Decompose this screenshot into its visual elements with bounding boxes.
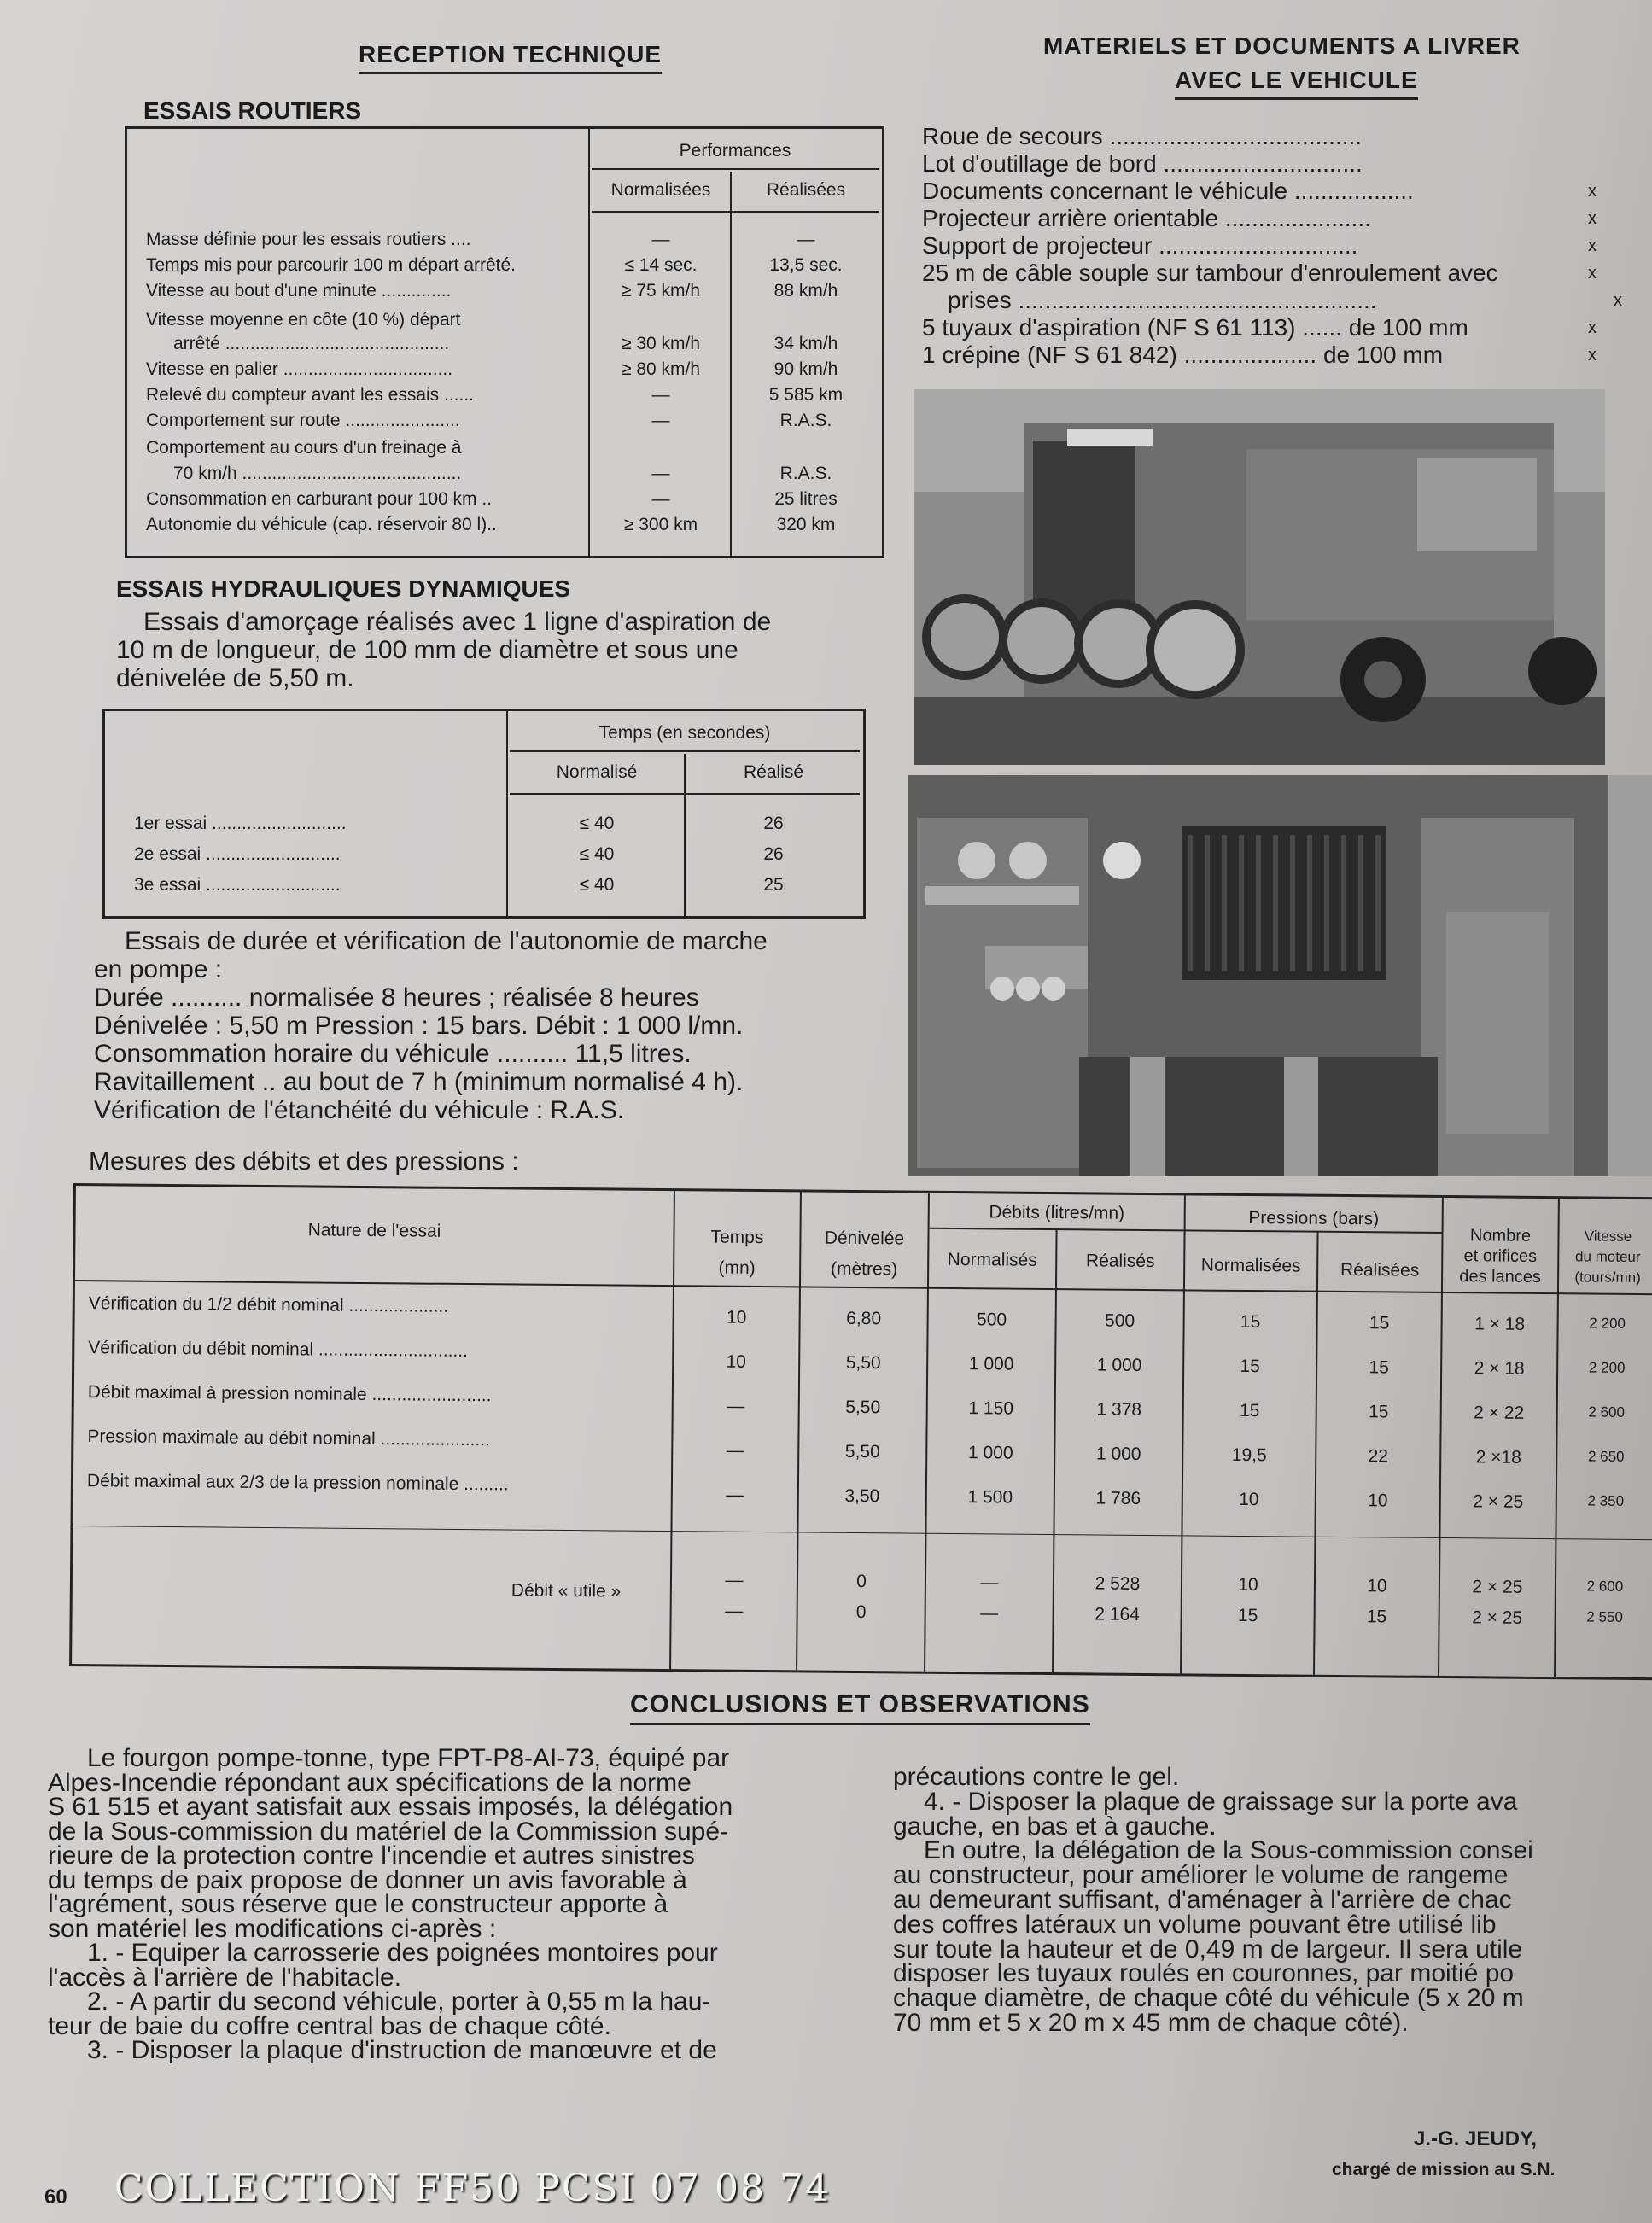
materiels-item-text: Support de projecteur .............................. <box>922 232 1358 259</box>
hydro-line: dénivelée de 5,50 m. <box>116 664 354 692</box>
utile-row-pr: 10 <box>1367 1576 1387 1596</box>
materiels-item-text: 1 crépine (NF S 61 842) .................... de 100 mm <box>922 341 1444 368</box>
utile-row-vit: 2 600 <box>1586 1578 1624 1595</box>
priming-row-real: 26 <box>763 844 784 864</box>
col-nature-header: Nature de l'essai <box>307 1220 441 1241</box>
materiels-item-text: prises ...................................................... <box>948 287 1377 313</box>
flow-row-nb: 2 × 18 <box>1474 1358 1525 1379</box>
duree-line: en pompe : <box>94 955 223 983</box>
conclusion-left-line: rieure de la protection contre l'incendie et autres sinistres <box>48 1841 695 1870</box>
road-row-real: 320 km <box>776 515 836 534</box>
materiels-title-2: AVEC LE VEHICULE <box>1175 67 1418 100</box>
road-table-col-real: Réalisées <box>766 180 846 200</box>
flow-row-dr: 1 000 <box>1095 1444 1141 1464</box>
flow-row-deniv: 6,80 <box>846 1308 882 1329</box>
utile-row-nb: 2 × 25 <box>1472 1577 1523 1597</box>
conclusion-left-line: l'accès à l'arrière de l'habitacle. <box>48 1963 402 1992</box>
conclusion-left-line: son matériel les modifications ci-après : <box>48 1914 497 1943</box>
signature-name: J.-G. JEUDY, <box>1414 2127 1538 2150</box>
flow-row-pn: 19,5 <box>1231 1444 1267 1466</box>
conclusions-right-column <box>893 1765 1652 2036</box>
duree-paragraph <box>94 927 879 1124</box>
priming-row-real: 25 <box>763 875 784 895</box>
flow-row-nb: 2 ×18 <box>1475 1447 1521 1467</box>
materiels-item-text: Lot d'outillage de bord .............................. <box>922 150 1363 177</box>
utile-row-deniv: 0 <box>856 1572 867 1592</box>
flow-row-pr: 15 <box>1368 1402 1389 1422</box>
essais-routiers-title: ESSAIS ROUTIERS <box>143 97 362 124</box>
conclusion-left-line: 3. - Disposer la plaque d'instruction de manœuvre et de <box>87 2036 717 2064</box>
conclusion-left-line: S 61 515 et ayant satisfait aux essais imposés, la délégation <box>48 1793 733 1821</box>
duree-line: Durée .......... normalisée 8 heures ; réalisée 8 heures <box>94 983 699 1012</box>
duree-line: Essais de durée et vérification de l'autonomie de marche <box>125 927 768 955</box>
utile-row-deniv: 0 <box>855 1602 867 1623</box>
conclusion-left-line: l'agrément, sous réserve que le constructeur apporte à <box>48 1890 668 1918</box>
flow-row-temps: — <box>726 1485 744 1505</box>
mesures-title: Mesures des débits et des pressions : <box>89 1147 519 1176</box>
flow-row-dn: 1 000 <box>967 1443 1013 1463</box>
utile-row-temps: — <box>725 1601 744 1621</box>
materiels-item-count: x <box>1588 318 1597 337</box>
road-row-label: Masse définie pour les essais routiers .... <box>146 230 471 249</box>
conclusions-left-column <box>48 1744 859 2064</box>
col-vitesse-header-line: du moteur <box>1574 1248 1641 1266</box>
photo-truck-rear <box>914 389 1605 765</box>
materiels-item <box>922 260 1597 287</box>
col-deniv-header-line: (mètres) <box>830 1258 898 1280</box>
col-nombre-header <box>1443 1225 1558 1287</box>
flow-row-pr: 15 <box>1369 1313 1390 1333</box>
utile-row-vit: 2 550 <box>1586 1608 1623 1625</box>
col-temps-header <box>674 1222 800 1284</box>
flow-row-label: Pression maximale au débit nominal ...................... <box>87 1427 491 1450</box>
flow-row-deniv: 5,50 <box>844 1441 880 1462</box>
road-row-norm: — <box>651 464 670 483</box>
materiels-title-1: MATERIELS ET DOCUMENTS A LIVRER <box>1043 32 1521 59</box>
materiels-item-count: x <box>1588 236 1597 255</box>
duree-line: Dénivelée : 5,50 m Pression : 15 bars. Débit : 1 000 l/mn. <box>94 1012 744 1040</box>
utile-row-nb: 2 × 25 <box>1472 1607 1523 1628</box>
hydro-line: Essais d'amorçage réalisés avec 1 ligne d'aspiration de <box>143 608 772 636</box>
flow-row-temps: — <box>726 1440 744 1461</box>
utile-row-pr: 15 <box>1366 1607 1387 1627</box>
flow-row-vit: 2 200 <box>1588 1359 1626 1376</box>
priming-row-norm: ≤ 40 <box>579 814 615 833</box>
road-row-norm: — <box>651 385 670 405</box>
utile-row-pn: 10 <box>1238 1574 1258 1596</box>
road-row-real: R.A.S. <box>779 411 832 430</box>
col-pressions-norm-header: Normalisées <box>1200 1255 1301 1276</box>
materiels-item <box>922 178 1597 205</box>
materiels-item-count: x <box>1588 346 1597 365</box>
conclusion-right-line: En outre, la délégation de la Sous-commission consei <box>924 1836 1533 1865</box>
road-row-norm: — <box>651 230 670 249</box>
col-vitesse-header <box>1559 1226 1652 1288</box>
page-number: 60 <box>44 2185 67 2208</box>
col-temps-header-line: (mn) <box>718 1257 756 1278</box>
hydro-line: 10 m de longueur, de 100 mm de diamètre et sous une <box>116 636 738 664</box>
road-row-real: 25 litres <box>774 489 838 509</box>
flow-row-pr: 15 <box>1369 1357 1389 1378</box>
conclusion-left-line: 1. - Equiper la carrosserie des poignées montoires pour <box>87 1939 718 1967</box>
conclusion-left-line: 2. - A partir du second véhicule, porter à 0,55 m la hau- <box>87 1987 711 2016</box>
priming-row-norm: ≤ 40 <box>579 844 615 864</box>
flow-row-nb: 2 × 22 <box>1474 1403 1525 1423</box>
priming-table-col-norm: Normalisé <box>556 762 638 782</box>
priming-table-col-real: Réalisé <box>743 762 804 782</box>
materiels-list <box>922 123 1622 369</box>
road-row-label: Vitesse moyenne en côte (10 %) départ <box>146 310 461 330</box>
utile-row-dn: — <box>980 1603 999 1624</box>
materiels-item <box>922 205 1597 232</box>
materiels-item <box>922 232 1597 260</box>
road-table-group-header: Performances <box>679 141 791 160</box>
materiels-item-text: 5 tuyaux d'aspiration (NF S 61 113) ...... de 100 mm <box>922 314 1468 341</box>
flow-row-dr: 1 786 <box>1095 1488 1141 1508</box>
road-row-real: R.A.S. <box>779 464 832 483</box>
conclusion-right-line: sur toute la hauteur et de 0,49 m de largeur. Il sera utile <box>893 1934 1523 1963</box>
flow-row-deniv: 3,50 <box>844 1485 880 1507</box>
materiels-item <box>922 314 1597 341</box>
road-row-norm: ≥ 80 km/h <box>621 359 701 379</box>
flow-row-dn: 1 500 <box>967 1487 1013 1508</box>
col-vitesse-header-line: (tours/mn) <box>1574 1269 1641 1287</box>
materiels-item-text: Projecteur arrière orientable ...................... <box>922 205 1371 231</box>
conclusion-right-line: chaque diamètre, de chaque côté du véhicule (5 x 20 m <box>893 1984 1524 2013</box>
conclusion-left-line: teur de baie du coffre central bas de chaque côté. <box>48 2011 611 2040</box>
materiels-item <box>922 341 1597 369</box>
col-pressions-header: Pressions (bars) <box>1248 1208 1380 1229</box>
flow-row-pn: 15 <box>1240 1356 1260 1377</box>
flow-row-dn: 500 <box>977 1310 1007 1330</box>
col-debits-norm-header: Normalisés <box>947 1249 1037 1270</box>
road-row-label: Relevé du compteur avant les essais ...... <box>146 385 475 405</box>
road-row-real: 13,5 sec. <box>769 255 843 275</box>
utile-row-dr: 2 164 <box>1095 1604 1141 1625</box>
col-nombre-header-line: et orifices <box>1463 1246 1538 1266</box>
road-row-real: 5 585 km <box>768 385 844 405</box>
priming-table <box>102 709 866 919</box>
flow-row-nb: 1 × 18 <box>1474 1314 1526 1334</box>
conclusion-right-line: disposer les tuyaux roulés en couronnes, par moitié po <box>893 1959 1515 1988</box>
flow-row-deniv: 5,50 <box>845 1352 881 1374</box>
utile-row-temps: — <box>725 1570 744 1590</box>
hydro-paragraph <box>116 608 876 692</box>
priming-row-label: 2e essai ........................... <box>134 844 341 864</box>
materiels-item-count: x <box>1588 264 1597 283</box>
flow-row-pn: 10 <box>1239 1489 1259 1510</box>
signature-role: chargé de mission au S.N. <box>1332 2160 1556 2179</box>
road-row-norm: ≤ 14 sec. <box>624 255 698 275</box>
col-deniv-header <box>801 1222 928 1285</box>
materiels-item-text: Documents concernant le véhicule .................. <box>922 178 1414 204</box>
priming-row-label: 3e essai ........................... <box>134 875 341 895</box>
col-temps-header-line: Temps <box>710 1227 764 1248</box>
debit-utile-label: Débit « utile » <box>511 1580 622 1602</box>
road-row-label: Comportement au cours d'un freinage à <box>146 438 462 458</box>
materiels-item-text: Roue de secours ...................................... <box>922 123 1363 149</box>
materiels-item-count: x <box>1588 209 1597 228</box>
conclusions-title: CONCLUSIONS ET OBSERVATIONS <box>630 1690 1090 1725</box>
road-row-label: Comportement sur route ....................... <box>146 411 460 430</box>
conclusion-left-line: du temps de paix propose de donner un avis favorable à <box>48 1865 687 1894</box>
col-pressions-real-header: Réalisées <box>1340 1259 1420 1281</box>
priming-table-group-header: Temps (en secondes) <box>598 723 771 743</box>
road-row-real: 34 km/h <box>773 334 838 353</box>
materiels-item <box>922 287 1622 314</box>
road-row-label: Vitesse en palier .................................. <box>146 359 453 379</box>
flow-row-pr: 22 <box>1368 1446 1389 1467</box>
flow-row-dn: 1 150 <box>968 1398 1014 1419</box>
col-vitesse-header-line: Vitesse <box>1584 1228 1632 1245</box>
flow-pressure-table <box>69 1183 1652 1680</box>
conclusion-right-line: au constructeur, pour améliorer le volume de rangeme <box>893 1861 1509 1890</box>
flow-row-label: Vérification du débit nominal .............................. <box>88 1338 469 1362</box>
materiels-item-count: x <box>1588 182 1597 201</box>
reception-title: RECEPTION TECHNIQUE <box>359 41 662 74</box>
col-deniv-header-line: Dénivelée <box>824 1228 905 1249</box>
road-row-label: Temps mis pour parcourir 100 m départ arrêté. <box>146 255 517 275</box>
conclusion-right-line: des coffres latéraux un volume pouvant être utilisé lib <box>893 1910 1497 1939</box>
road-row-norm: — <box>651 411 670 430</box>
conclusion-right-line: 4. - Disposer la plaque de graissage sur la porte ava <box>924 1787 1518 1816</box>
conclusion-left-line: Alpes-Incendie répondant aux spécifications de la norme <box>48 1768 692 1797</box>
flow-row-vit: 2 200 <box>1589 1315 1626 1332</box>
conclusion-right-line: gauche, en bas et à gauche. <box>893 1812 1217 1841</box>
utile-row-pn: 15 <box>1237 1605 1258 1626</box>
duree-line: Ravitaillement .. au bout de 7 h (minimum normalisé 4 h). <box>94 1068 744 1096</box>
col-debits-real-header: Réalisés <box>1085 1251 1155 1272</box>
road-table-col-norm: Normalisées <box>610 180 711 200</box>
conclusion-right-line: au demeurant suffisant, d'aménager à l'arrière de chac <box>893 1885 1512 1914</box>
flow-row-nb: 2 × 25 <box>1473 1491 1524 1512</box>
flow-row-vit: 2 600 <box>1588 1403 1626 1421</box>
col-nombre-header-line: Nombre <box>1469 1226 1532 1246</box>
road-row-label: Vitesse au bout d'une minute .............. <box>146 281 452 300</box>
utile-row-dr: 2 528 <box>1095 1573 1141 1594</box>
materiels-item <box>922 123 1597 150</box>
flow-row-label: Débit maximal à pression nominale ........................ <box>87 1382 492 1406</box>
road-row-norm: ≥ 30 km/h <box>621 334 701 353</box>
conclusion-left-line: Le fourgon pompe-tonne, type FPT-P8-AI-73, équipé par <box>87 1744 730 1772</box>
road-row-norm: ≥ 75 km/h <box>621 281 701 300</box>
photo-pump-compartment <box>908 775 1652 1176</box>
utile-row-dn: — <box>980 1572 999 1593</box>
road-row-label: Consommation en carburant pour 100 km .. <box>146 489 493 509</box>
flow-row-dr: 500 <box>1105 1310 1135 1331</box>
flow-row-pn: 15 <box>1240 1311 1261 1333</box>
materiels-item-text: 25 m de câble souple sur tambour d'enroulement avec <box>922 260 1498 286</box>
road-row-real: 88 km/h <box>773 281 838 300</box>
priming-row-label: 1er essai ........................... <box>134 814 347 833</box>
hydro-title: ESSAIS HYDRAULIQUES DYNAMIQUES <box>116 575 571 602</box>
road-row-real: — <box>797 230 815 249</box>
road-row-norm: — <box>651 489 670 509</box>
road-table <box>125 126 884 558</box>
col-nombre-header-line: des lances <box>1459 1267 1542 1287</box>
road-row-label: Autonomie du véhicule (cap. réservoir 80 l).. <box>146 515 497 534</box>
flow-row-deniv: 5,50 <box>845 1397 881 1418</box>
priming-row-real: 26 <box>763 814 784 833</box>
flow-row-dr: 1 378 <box>1096 1399 1142 1420</box>
col-debits-header: Débits (litres/mn) <box>989 1202 1125 1223</box>
flow-row-dr: 1 000 <box>1096 1355 1142 1375</box>
priming-row-norm: ≤ 40 <box>579 875 615 895</box>
conclusion-left-line: de la Sous-commission du matériel de la Commission supé- <box>48 1817 728 1846</box>
duree-line: Consommation horaire du véhicule .......... 11,5 litres. <box>94 1040 692 1068</box>
flow-row-temps: 10 <box>726 1351 746 1372</box>
flow-row-pn: 15 <box>1239 1400 1260 1421</box>
road-row-norm: ≥ 300 km <box>623 515 698 534</box>
flow-row-label: Débit maximal aux 2/3 de la pression nominale ......... <box>86 1471 509 1495</box>
road-row-label: 70 km/h ............................................ <box>173 464 462 483</box>
flow-row-dn: 1 000 <box>968 1354 1014 1374</box>
materiels-item-count: x <box>1614 291 1622 310</box>
conclusion-right-line: précautions contre le gel. <box>893 1765 1180 1791</box>
materiels-item <box>922 150 1597 178</box>
flow-row-temps: — <box>727 1396 745 1416</box>
road-row-label: arrêté ............................................. <box>173 334 450 353</box>
flow-row-label: Vérification du 1/2 débit nominal .................... <box>88 1293 449 1316</box>
flow-row-vit: 2 650 <box>1587 1448 1625 1465</box>
flow-row-pr: 10 <box>1368 1491 1388 1511</box>
duree-line: Vérification de l'étanchéité du véhicule : R.A.S. <box>94 1096 625 1124</box>
conclusion-right-line: 70 mm et 5 x 20 m x 45 mm de chaque côté). <box>893 2008 1409 2036</box>
flow-row-vit: 2 350 <box>1587 1492 1625 1509</box>
flow-row-temps: 10 <box>726 1307 747 1327</box>
collection-watermark: COLLECTION FF50 PCSI 07 08 74 <box>114 2167 831 2210</box>
road-row-real: 90 km/h <box>773 359 838 379</box>
